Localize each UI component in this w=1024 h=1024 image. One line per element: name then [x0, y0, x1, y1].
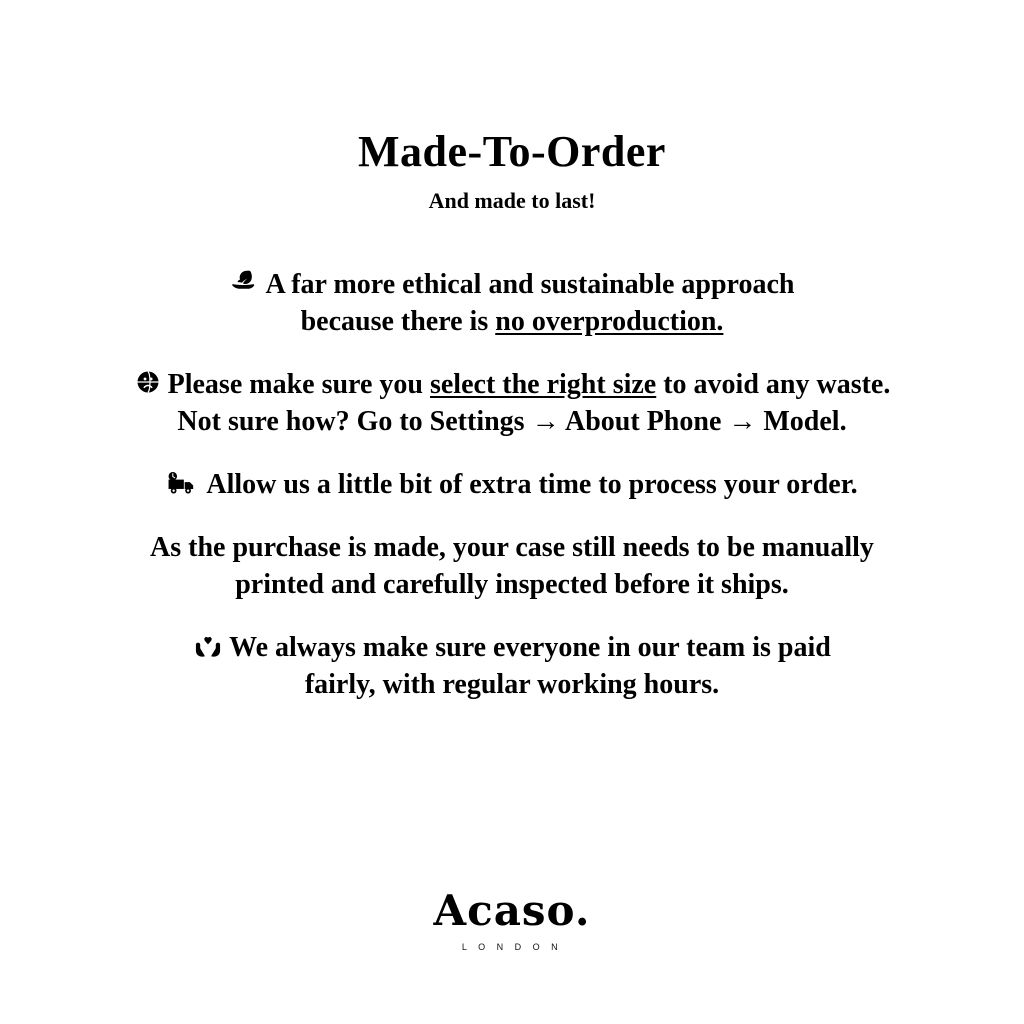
list-item [32, 530, 992, 604]
point-text: fairly, with regular working hours. [304, 669, 720, 701]
list-item [32, 266, 992, 341]
point-line [32, 467, 992, 504]
point-emphasis: no overproduction. [495, 306, 724, 338]
points-list [32, 266, 992, 728]
list-item [32, 630, 992, 704]
point-text: Allow us a little bit of extra time to process your order. [206, 469, 858, 501]
point-line [32, 266, 992, 304]
point-text: Please make sure you [167, 369, 430, 401]
page-subtitle: And made to last! [428, 188, 596, 214]
globe-sad-icon [134, 368, 162, 396]
page-title: Made-To-Order [358, 127, 666, 176]
point-line [32, 404, 992, 441]
brand-logo [0, 886, 1024, 952]
point-text: As the purchase is made, your case still needs to be manually [150, 532, 874, 564]
point-line [32, 630, 992, 667]
point-text: to avoid any waste. [656, 369, 891, 401]
delivery-truck-clock-icon [166, 470, 200, 496]
brand-name: Acaso. [433, 886, 591, 935]
point-text: because there is [300, 306, 496, 338]
point-line [32, 567, 992, 604]
point-text: We always make sure everyone in our team is paid [229, 632, 831, 664]
list-item [32, 367, 992, 441]
point-text: A far more ethical and sustainable approach [265, 269, 795, 301]
point-line [32, 304, 992, 341]
list-item [32, 467, 992, 504]
point-text: Not sure how? Go to Settings → About Phone → Model. [177, 406, 847, 438]
point-emphasis: select the right size [429, 369, 657, 401]
point-line [32, 367, 992, 404]
point-text: printed and carefully inspected before it ships. [235, 569, 789, 601]
leaf-in-hand-icon [230, 266, 260, 296]
heart-in-hands-icon [193, 633, 223, 659]
point-line [32, 667, 992, 704]
point-line [32, 530, 992, 567]
brand-location: L O N D O N [461, 942, 563, 952]
